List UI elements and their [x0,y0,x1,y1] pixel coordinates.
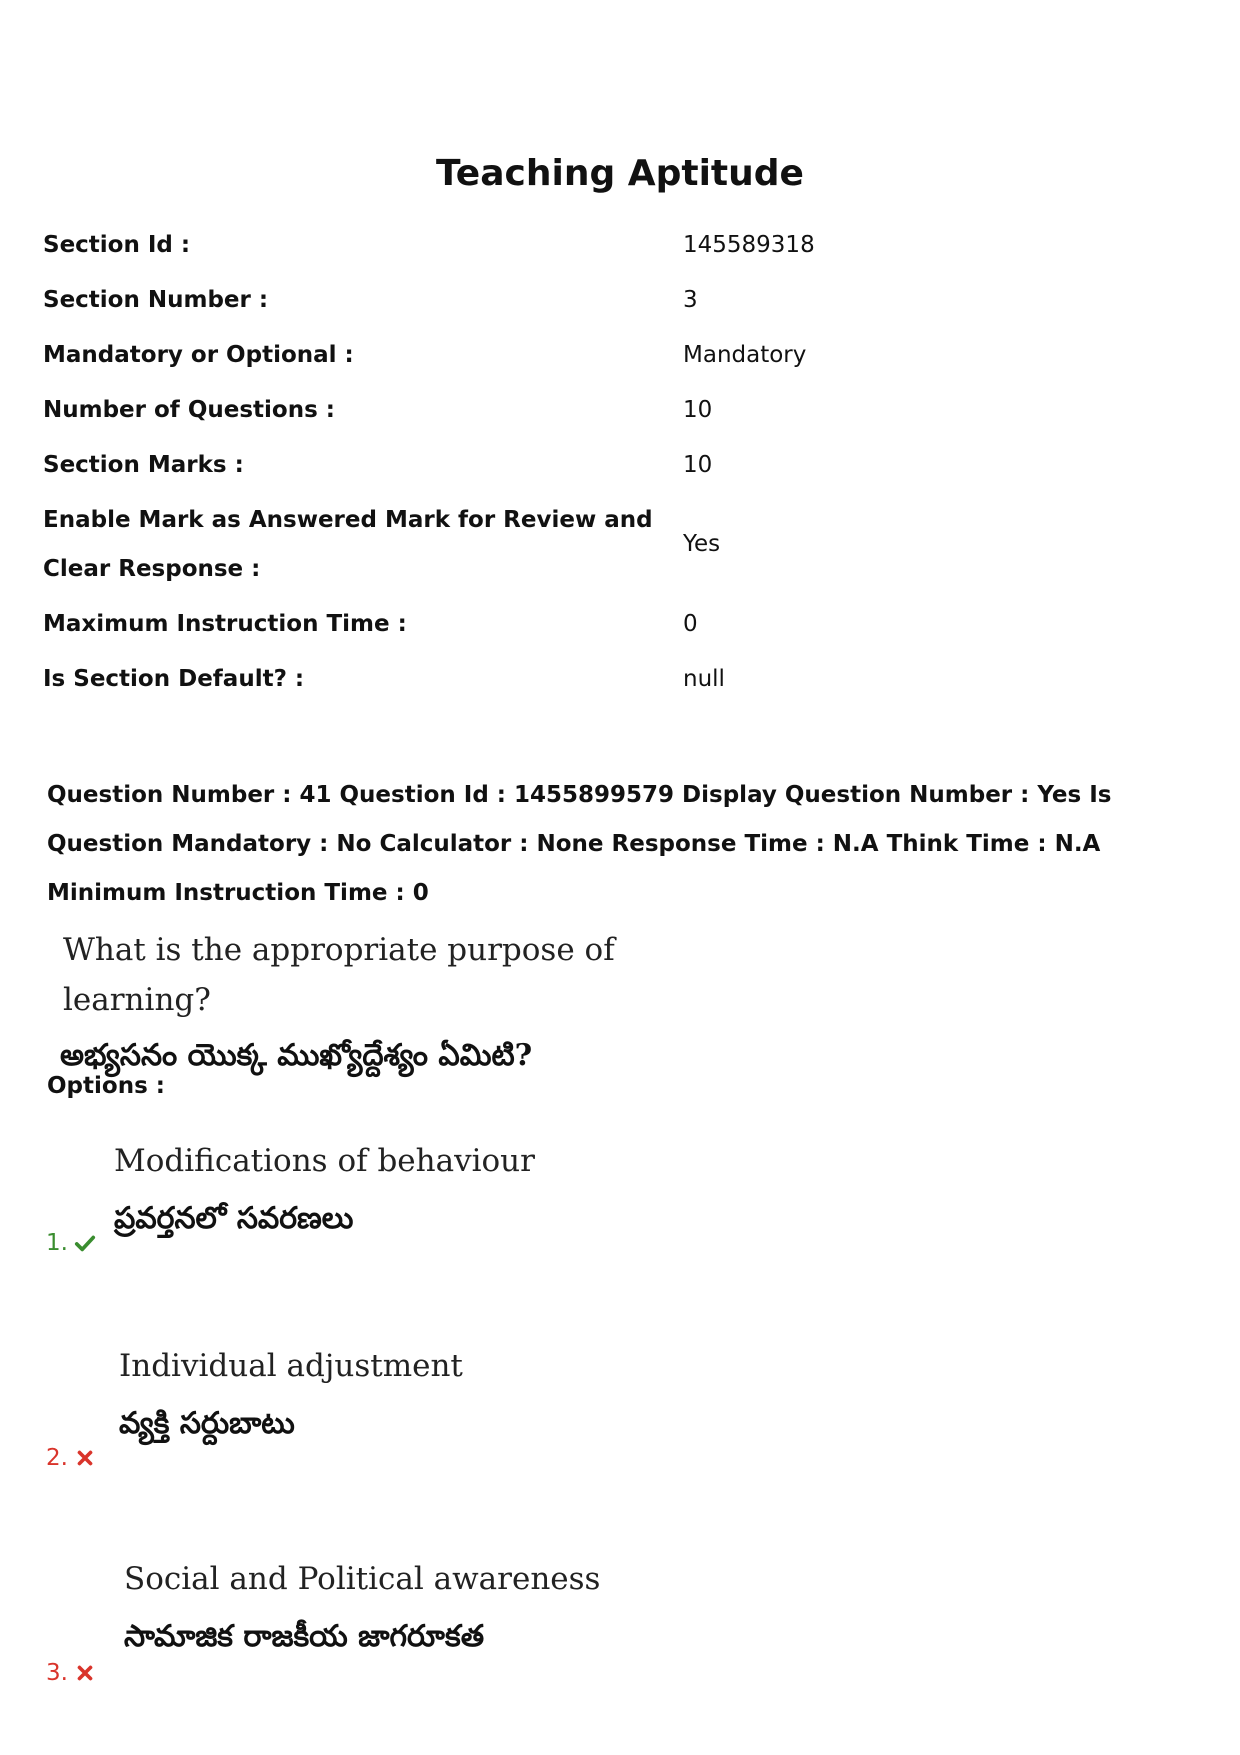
enable-mark-label [43,496,663,594]
is-section-default-value: null [683,666,725,692]
section-id-label: Section Id : [43,232,191,258]
question-text-image [60,925,760,1073]
option-1-marker [46,1228,96,1258]
enable-mark-label-line2: Clear Response : [43,556,261,582]
option-1-text-en: Modifications of behaviour [114,1143,535,1179]
option-2-text-en: Individual adjustment [119,1348,463,1384]
number-of-questions-value: 10 [683,397,713,423]
option-2-marker [46,1443,96,1473]
section-marks-value: 10 [683,452,713,478]
max-instruction-time-value: 0 [683,611,698,637]
question-text-te: అభ్యసనం యొక్క ముఖ్యోద్దేశ్యం ఏమిటి? [60,1038,533,1073]
check-icon [74,1232,96,1254]
is-section-default-label: Is Section Default? : [43,666,305,692]
mandatory-optional-label: Mandatory or Optional : [43,342,354,368]
option-3-text-te: సామాజిక రాజకీయ జాగరూకత [124,1619,485,1654]
section-number-value: 3 [683,287,698,313]
option-1-image [114,1135,535,1251]
option-3-number: 3. [46,1660,68,1686]
option-3-image [124,1553,600,1669]
option-2-image [119,1340,463,1456]
option-1-text-te: ప్రవర్తనలో సవరణలు [114,1201,354,1236]
option-3-text-en: Social and Political awareness [124,1561,601,1597]
option-2-text-te: వ్యక్తి సర్దుబాటు [119,1406,295,1441]
mandatory-optional-value: Mandatory [683,342,807,368]
cross-icon [74,1447,96,1469]
section-number-label: Section Number : [43,287,269,313]
question-text-en: What is the appropriate purpose of learning? [63,932,615,1018]
enable-mark-label-line1: Enable Mark as Answered Mark for Review and [43,507,653,533]
section-marks-label: Section Marks : [43,452,244,478]
options-label: Options : [47,1073,165,1099]
section-title: Teaching Aptitude [436,153,804,194]
option-3-marker [46,1658,96,1688]
question-meta: Question Number : 41 Question Id : 1455899579 Display Question Number : Yes Is Question Mandatory : No Calculator : None Response Time : N.A Think Time : N.A Minimum Instruction Time : 0 [47,782,1112,906]
section-id-value: 145589318 [683,232,815,258]
enable-mark-value: Yes [683,531,721,557]
number-of-questions-label: Number of Questions : [43,397,335,423]
option-1-number: 1. [46,1230,68,1256]
cross-icon [74,1662,96,1684]
option-2-number: 2. [46,1445,68,1471]
enable-mark-row [43,496,1193,594]
max-instruction-time-label: Maximum Instruction Time : [43,611,407,637]
